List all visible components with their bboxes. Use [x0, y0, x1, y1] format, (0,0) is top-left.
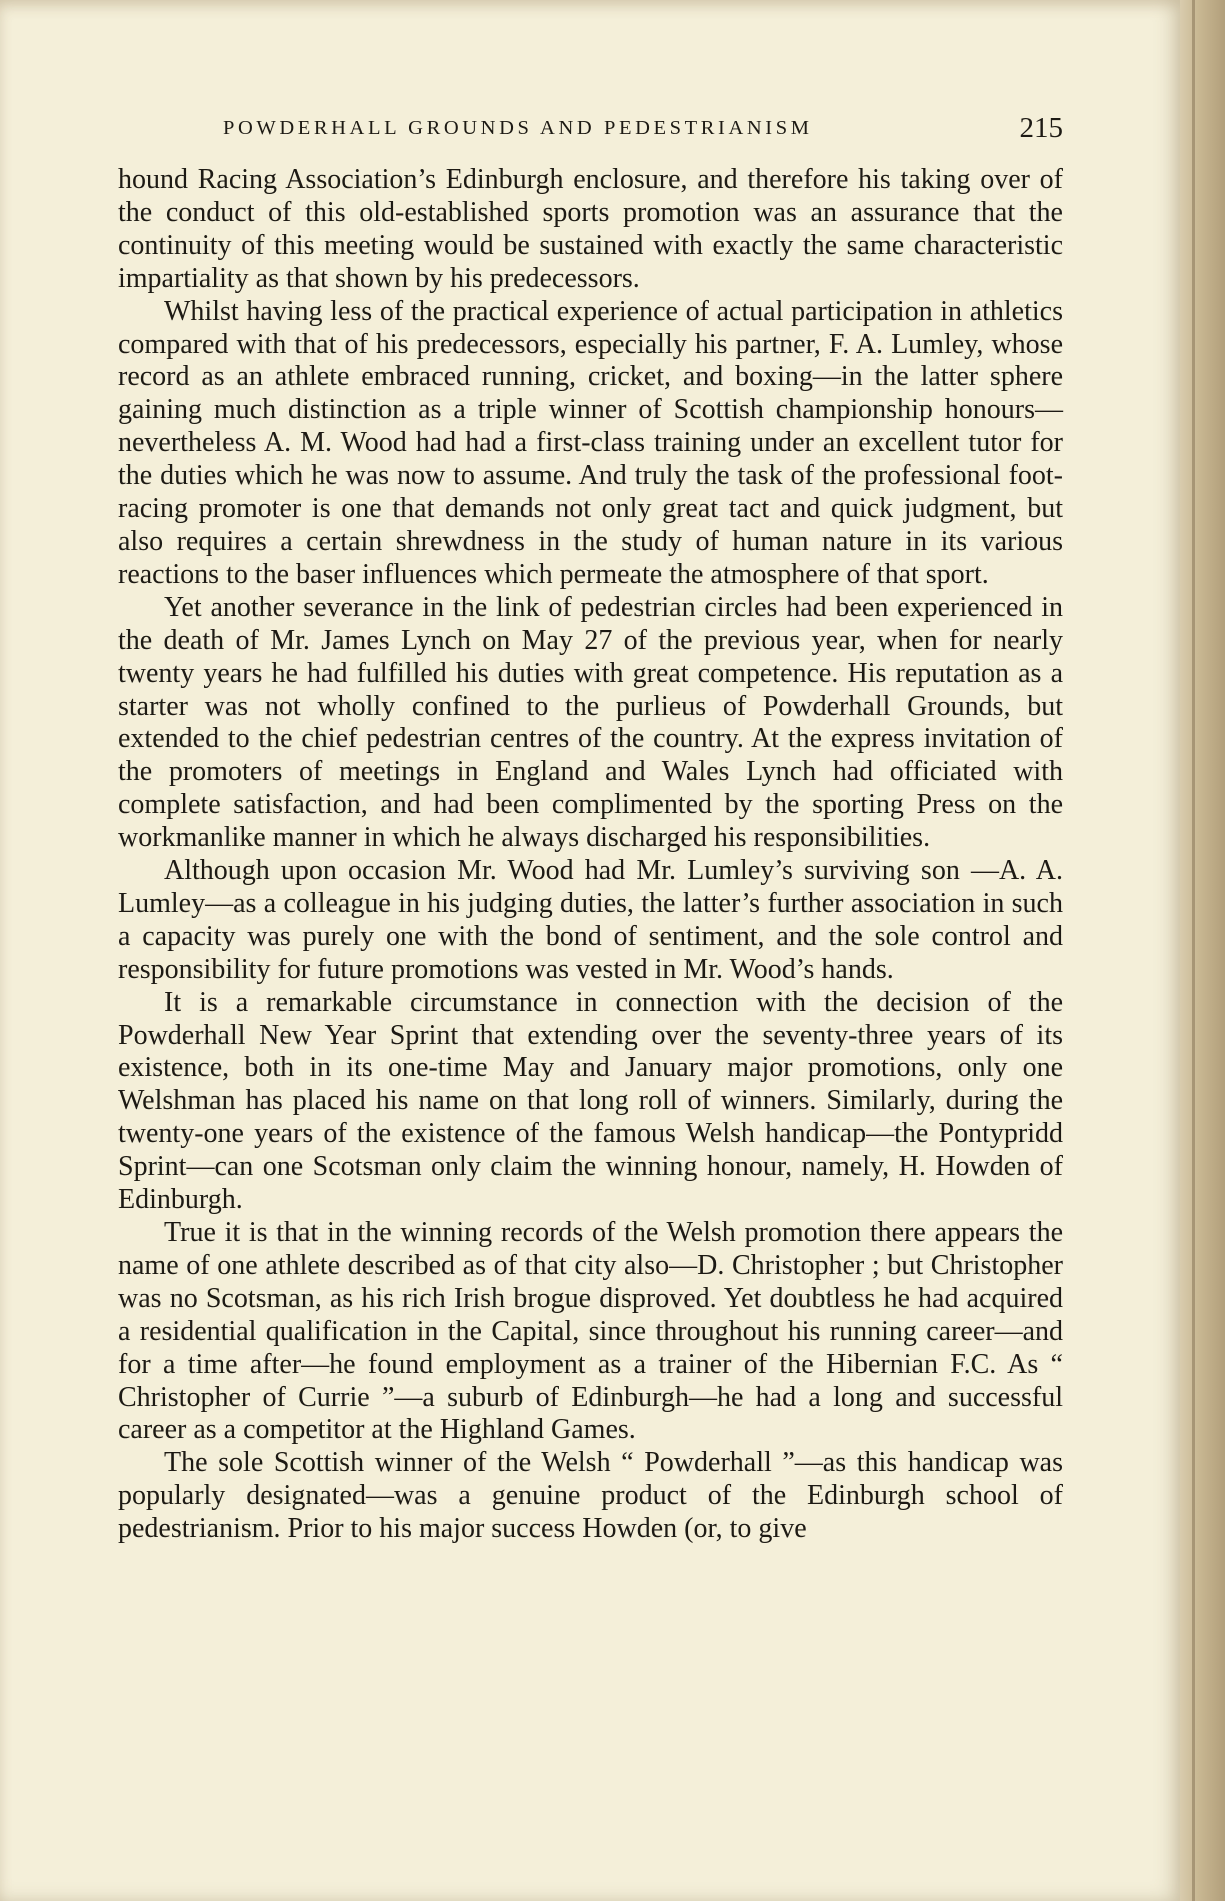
page-body — [118, 164, 1063, 1546]
paragraph: It is a remarkable circumstance in connection with the decision of the Powderhall New Year Sprint that extending over the seventy-three years of its existence, both in its one-time May and January major promotions, only one Welshman has placed his name on that long roll of winners. Similarly, during the twenty-one years of the existence of the famous Welsh handicap—the Pontypridd Sprint—can one Scotsman only claim the winning honour, namely, H. Howden of Edinburgh. — [118, 986, 1063, 1216]
paragraph: Yet another severance in the link of pedestrian circles had been experienced in the death of Mr. James Lynch on May 27 of the previous year, when for nearly twenty years he had fulfilled his duties with great competence. His reputation as a starter was not wholly confined to the purlieus of Powderhall Grounds, but extended to the chief pedestrian centres of the country. At the express invitation of the promoters of meetings in England and Wales Lynch had officiated with complete satisfaction, and had been complimented by the sporting Press on the workmanlike manner in which he always discharged his responsibilities. — [118, 591, 1063, 854]
running-title: POWDERHALL GROUNDS AND PEDESTRIANISM — [223, 117, 813, 139]
paragraph: Although upon occasion Mr. Wood had Mr. Lumley’s surviving son —A. A. Lumley—as a colleague in his judging duties, the latter’s further association in such a capacity was purely one with the bond of sentiment, and the sole control and responsibility for future promotions was vested in Mr. Wood’s hands. — [118, 855, 1063, 985]
paragraph: hound Racing Association’s Edinburgh enclosure, and therefore his taking over of the conduct of this old-established sports promotion was an assurance that the continuity of this meeting would be sustained with exactly the same characteristic impartiality as that shown by his predecessors. — [118, 164, 1063, 294]
page-edge-line — [1192, 0, 1195, 1901]
page-edge — [1180, 0, 1225, 1901]
paragraph: Whilst having less of the practical experience of actual participation in athletics compared with that of his predecessors, especially his partner, F. A. Lumley, whose record as an athlete embraced running, cricket, and boxing—in the latter sphere gaining much distinction as a triple winner of Scottish championship honours—nevertheless A. M. Wood had had a first-class training under an excellent tutor for the duties which he was now to assume. And truly the task of the professional foot-racing promoter is one that demands not only great tact and quick judgment, but also requires a certain shrewdness in the study of human nature in its various reactions to the baser influences which permeate the atmosphere of that sport. — [118, 295, 1063, 590]
paragraph: The sole Scottish winner of the Welsh “ Powderhall ”—as this handicap was popularly designated—was a genuine product of the Edinburgh school of pedestrianism. Prior to his major success Howden (or, to give — [118, 1447, 1063, 1545]
paragraph: True it is that in the winning records of the Welsh promotion there appears the name of one athlete described as of that city also—D. Christopher ; but Christopher was no Scotsman, as his rich Irish brogue disproved. Yet doubtless he had acquired a residential qualification in the Capital, since throughout his running career—and for a time after—he found employment as a trainer of the Hibernian F.C. As “ Christopher of Currie ”—a suburb of Edinburgh—he had a long and successful career as a competitor at the Highland Games. — [118, 1217, 1063, 1446]
page-number: 215 — [1019, 112, 1063, 144]
